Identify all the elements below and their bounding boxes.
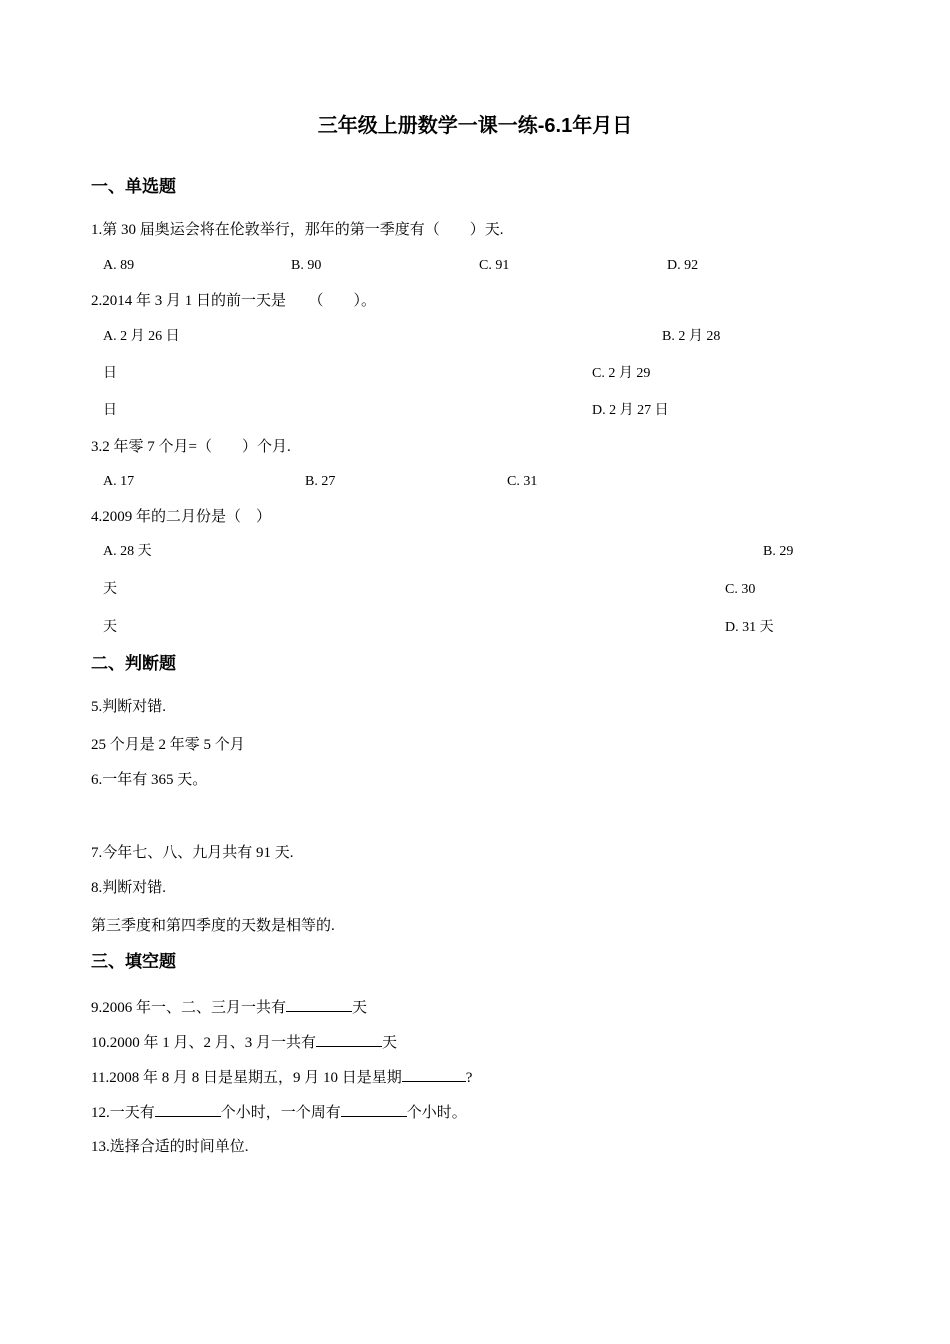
question-7: 7.今年七、八、九月共有 91 天. <box>91 845 294 861</box>
q3-option-c[interactable]: C. 31 <box>507 474 538 489</box>
q1-option-a[interactable]: A. 89 <box>103 258 135 273</box>
question-5: 5.判断对错. <box>91 699 167 715</box>
q4-option-b[interactable]: B. 29 <box>763 544 794 559</box>
page-title: 三年级上册数学一课一练-6.1年月日 <box>317 115 633 137</box>
question-8-statement: 第三季度和第四季度的天数是相等的. <box>91 918 335 934</box>
q12-text-end: 个小时。 <box>406 1105 467 1121</box>
q2-option-d[interactable]: D. 2 月 27 日 <box>592 403 669 418</box>
q10-blank[interactable] <box>316 1034 382 1047</box>
question-11 <box>91 1069 472 1086</box>
q4-option-a[interactable]: A. 28 天 <box>103 544 152 559</box>
q2-option-b[interactable]: B. 2 月 28 <box>662 329 721 344</box>
q11-end: ? <box>465 1070 473 1086</box>
q2-option-c[interactable]: C. 2 月 29 <box>592 366 651 381</box>
q11-blank[interactable] <box>402 1069 466 1082</box>
q3-option-a[interactable]: A. 17 <box>103 474 135 489</box>
q12-text-mid: 个小时，一个周有 <box>220 1105 341 1121</box>
q2-option-b-wrap: 日 <box>103 366 117 381</box>
question-2: 2.2014 年 3 月 1 日的前一天是 （ ）。 <box>91 293 377 309</box>
q2-option-a[interactable]: A. 2 月 26 日 <box>103 329 180 344</box>
question-6: 6.一年有 365 天。 <box>91 772 208 788</box>
section-heading-fill-blank: 三、填空题 <box>91 952 176 971</box>
q11-text: 11.2008 年 8 月 8 日是星期五，9 月 10 日是星期 <box>91 1070 402 1086</box>
question-10 <box>91 1034 397 1051</box>
section-heading-single-choice: 一、单选题 <box>91 177 176 196</box>
question-8: 8.判断对错. <box>91 880 167 896</box>
q10-text: 10.2000 年 1 月、2 月、3 月一共有 <box>91 1035 317 1051</box>
question-9 <box>91 999 367 1016</box>
q4-option-c-wrap: 天 <box>103 620 117 635</box>
q1-option-b[interactable]: B. 90 <box>291 258 322 273</box>
q2-option-c-wrap: 日 <box>103 403 117 418</box>
q12-blank-2[interactable] <box>341 1104 407 1117</box>
q4-option-c[interactable]: C. 30 <box>725 582 756 597</box>
q9-unit: 天 <box>352 1000 368 1016</box>
section-heading-true-false: 二、判断题 <box>91 654 176 673</box>
question-3: 3.2 年零 7 个月=（ ）个月. <box>91 439 291 455</box>
question-1: 1.第 30 届奥运会将在伦敦举行，那年的第一季度有（ ）天. <box>91 222 504 238</box>
q12-text: 12.一天有 <box>91 1105 155 1121</box>
q4-option-d[interactable]: D. 31 天 <box>725 620 774 635</box>
q4-option-b-wrap: 天 <box>103 582 117 597</box>
q1-option-d[interactable]: D. 92 <box>667 258 699 273</box>
q12-blank-1[interactable] <box>155 1104 221 1117</box>
q10-unit: 天 <box>382 1035 398 1051</box>
q9-blank[interactable] <box>286 999 352 1012</box>
question-13: 13.选择合适的时间单位. <box>91 1139 249 1155</box>
q9-text: 9.2006 年一、二、三月一共有 <box>91 1000 287 1016</box>
question-4: 4.2009 年的二月份是（ ） <box>91 509 272 525</box>
question-5-statement: 25 个月是 2 年零 5 个月 <box>91 737 245 753</box>
q3-option-b[interactable]: B. 27 <box>305 474 336 489</box>
question-12 <box>91 1104 467 1121</box>
q1-option-c[interactable]: C. 91 <box>479 258 510 273</box>
